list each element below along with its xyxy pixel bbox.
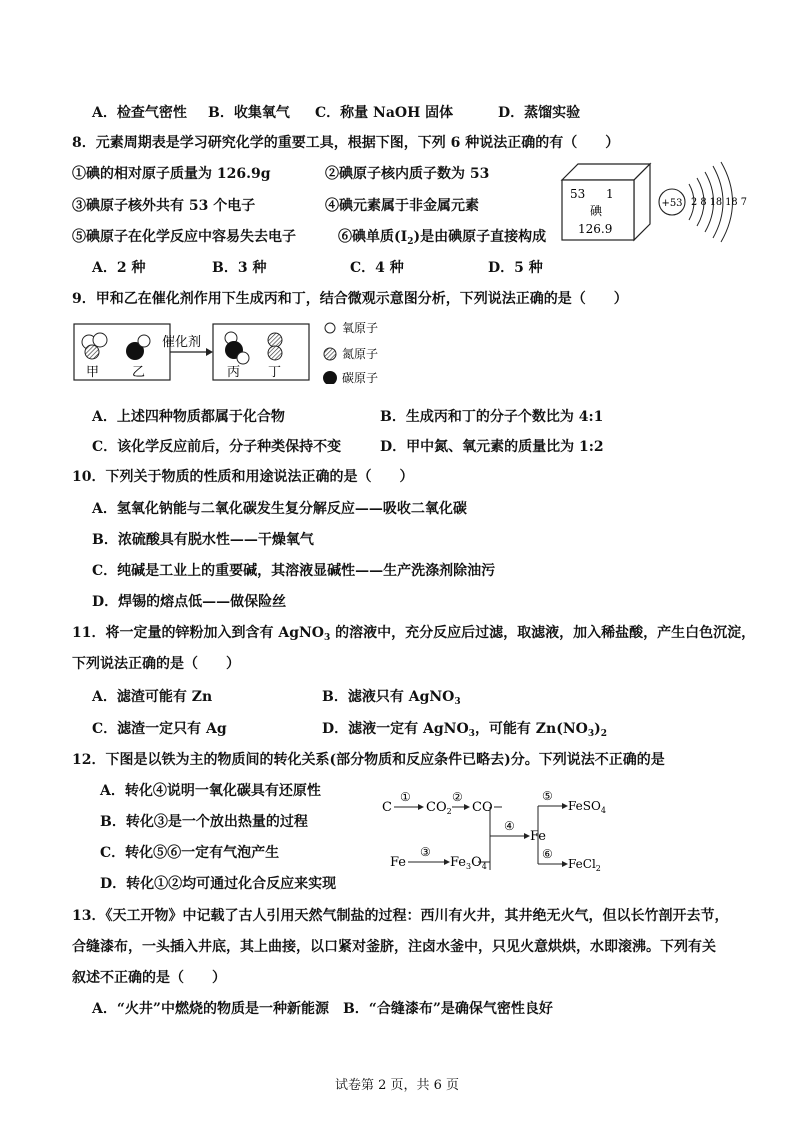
q9-option-c: C．该化学反应前后，分子种类保持不变 — [92, 439, 342, 455]
svg-text:CO: CO — [472, 800, 493, 815]
svg-text:⑥: ⑥ — [542, 847, 553, 861]
q10-option-b: B．浓硫酸具有脱水性——干燥氧气 — [92, 532, 314, 548]
q8-statement-4: ④碘元素属于非金属元素 — [325, 198, 479, 214]
catalyst-label: 催化剂 — [162, 335, 202, 350]
q10-stem: 10．下列关于物质的性质和用途说法正确的是（ ） — [72, 469, 414, 485]
page-footer: 试卷第 2 页，共 6 页 — [334, 1078, 460, 1093]
q9-option-d: D．甲中氮、氧元素的质量比为 1:2 — [380, 439, 604, 455]
q11-option-d: D．滤液一定有 AgNO$_3$，可能有 $Zn(NO_3)_2$ — [322, 721, 607, 739]
svg-text:FeSO4: FeSO$_4$ — [568, 799, 606, 815]
svg-text:④: ④ — [504, 819, 515, 833]
svg-text:FeCl2: FeCl$_2$ — [568, 857, 601, 873]
q7-option-b: B．收集氧气 — [208, 105, 290, 121]
q9-option-b: B．生成丙和丁的分子个数比为 4:1 — [380, 409, 604, 425]
q9-reaction-diagram — [72, 316, 402, 384]
q8-statement-2: ②碘原子核内质子数为 53 — [325, 166, 490, 182]
q12-option-b: B．转化③是一个放出热量的过程 — [100, 814, 308, 830]
iron-conversion-diagram — [378, 786, 618, 882]
q7-option-c: C．称量 NaOH 固体 — [315, 105, 454, 121]
q8-statement-1: ①碘的相对原子质量为 126.9g — [72, 166, 271, 182]
q9-stem: 9．甲和乙在催化剂作用下生成丙和丁，结合微观示意图分析，下列说法正确的是（ ） — [72, 291, 628, 307]
iodine-element-cell — [560, 160, 652, 242]
svg-text:C: C — [382, 800, 392, 815]
q11-stem-line2: 下列说法正确的是（ ） — [72, 656, 240, 672]
atom-nucleus: +53 — [661, 198, 683, 209]
q13-stem-line2: 合缝漆布，一头插入井底，其上曲接，以口紧对釜脐，注卤水釜中，只见火意烘烘，水即滚沸。下列有关 — [72, 939, 716, 955]
q8-option-b: B．3 种 — [212, 260, 267, 276]
element-period: 1 — [606, 187, 614, 201]
iodine-atom-structure — [655, 160, 755, 244]
q12-stem: 12．下图是以铁为主的物质间的转化关系(部分物质和反应条件已略去)分。下列说法不正确的是 — [72, 752, 665, 768]
q11-option-c: C．滤渣一定只有 Ag — [92, 721, 227, 737]
svg-text:Fe: Fe — [390, 855, 407, 870]
q12-option-c: C．转化⑤⑥一定有气泡产生 — [100, 845, 280, 861]
q8-option-c: C．4 种 — [350, 260, 404, 276]
svg-text:CO2: $CO_2$ — [426, 800, 452, 816]
legend-oxygen: 氧原子 — [342, 321, 379, 335]
q8-statement-6: ⑥碘单质$(I_2)$是由碘原子直接构成 — [338, 229, 547, 247]
q8-statement-3: ③碘原子核外共有 53 个电子 — [72, 198, 256, 214]
svg-text:⑤: ⑤ — [542, 789, 553, 803]
q8-option-d: D．5 种 — [488, 260, 543, 276]
element-name: 碘 — [590, 204, 603, 218]
atom-shells: 2 8 18 18 7 — [691, 197, 747, 208]
q10-option-d: D．焊锡的熔点低——做保险丝 — [92, 594, 287, 610]
svg-text:③: ③ — [420, 845, 431, 859]
q11-option-a: A．滤渣可能有 Zn — [92, 689, 213, 705]
legend-carbon: 碳原子 — [342, 371, 379, 384]
q10-option-a: A．氢氧化钠能与二氧化碳发生复分解反应——吸收二氧化碳 — [92, 501, 467, 517]
label-ding: 丁 — [268, 365, 282, 380]
svg-text:Fe: Fe — [530, 829, 547, 844]
q9-option-a: A．上述四种物质都属于化合物 — [92, 409, 285, 425]
q7-option-a: A．检查气密性 — [92, 105, 187, 121]
label-jia: 甲 — [86, 365, 100, 380]
element-mass: 126.9 — [578, 222, 613, 236]
q13-stem-line3: 叙述不正确的是（ ） — [72, 970, 226, 986]
legend-nitrogen: 氮原子 — [342, 347, 379, 361]
element-number: 53 — [570, 187, 586, 201]
label-bing: 丙 — [227, 365, 241, 380]
svg-text:Fe3O4: $Fe_3O_4$ — [450, 855, 487, 871]
q8-statement-5: ⑤碘原子在化学反应中容易失去电子 — [72, 229, 296, 245]
q12-option-d: D．转化①②均可通过化合反应来实现 — [100, 876, 337, 892]
svg-text:①: ① — [400, 790, 411, 804]
q11-stem-line1: 11．将一定量的锌粉加入到含有 AgNO$_3$ 的溶液中，充分反应后过滤，取滤液，加入稀盐酸，产生白色沉淀， — [72, 625, 756, 643]
svg-text:②: ② — [452, 790, 463, 804]
q13-options: A．“火井”中燃烧的物质是一种新能源 B．“合缝漆布”是确保气密性良好 — [92, 1001, 553, 1017]
q11-option-b: B．滤液只有 AgNO$_3$ — [322, 689, 461, 707]
q8-option-a: A．2 种 — [92, 260, 146, 276]
q7-option-d: D．蒸馏实验 — [498, 105, 581, 121]
label-yi: 乙 — [132, 365, 146, 380]
q13-stem-line1: 13．《天工开物》中记载了古人引用天然气制盐的过程：西川有火井，其井绝无火气，但以长竹剖开去节， — [72, 908, 729, 924]
q12-option-a: A．转化④说明一氧化碳具有还原性 — [100, 783, 321, 799]
q8-stem: 8．元素周期表是学习研究化学的重要工具，根据下图，下列 6 种说法正确的有（ ） — [72, 135, 620, 151]
q10-option-c: C．纯碱是工业上的重要碱，其溶液显碱性——生产洗涤剂除油污 — [92, 563, 496, 579]
